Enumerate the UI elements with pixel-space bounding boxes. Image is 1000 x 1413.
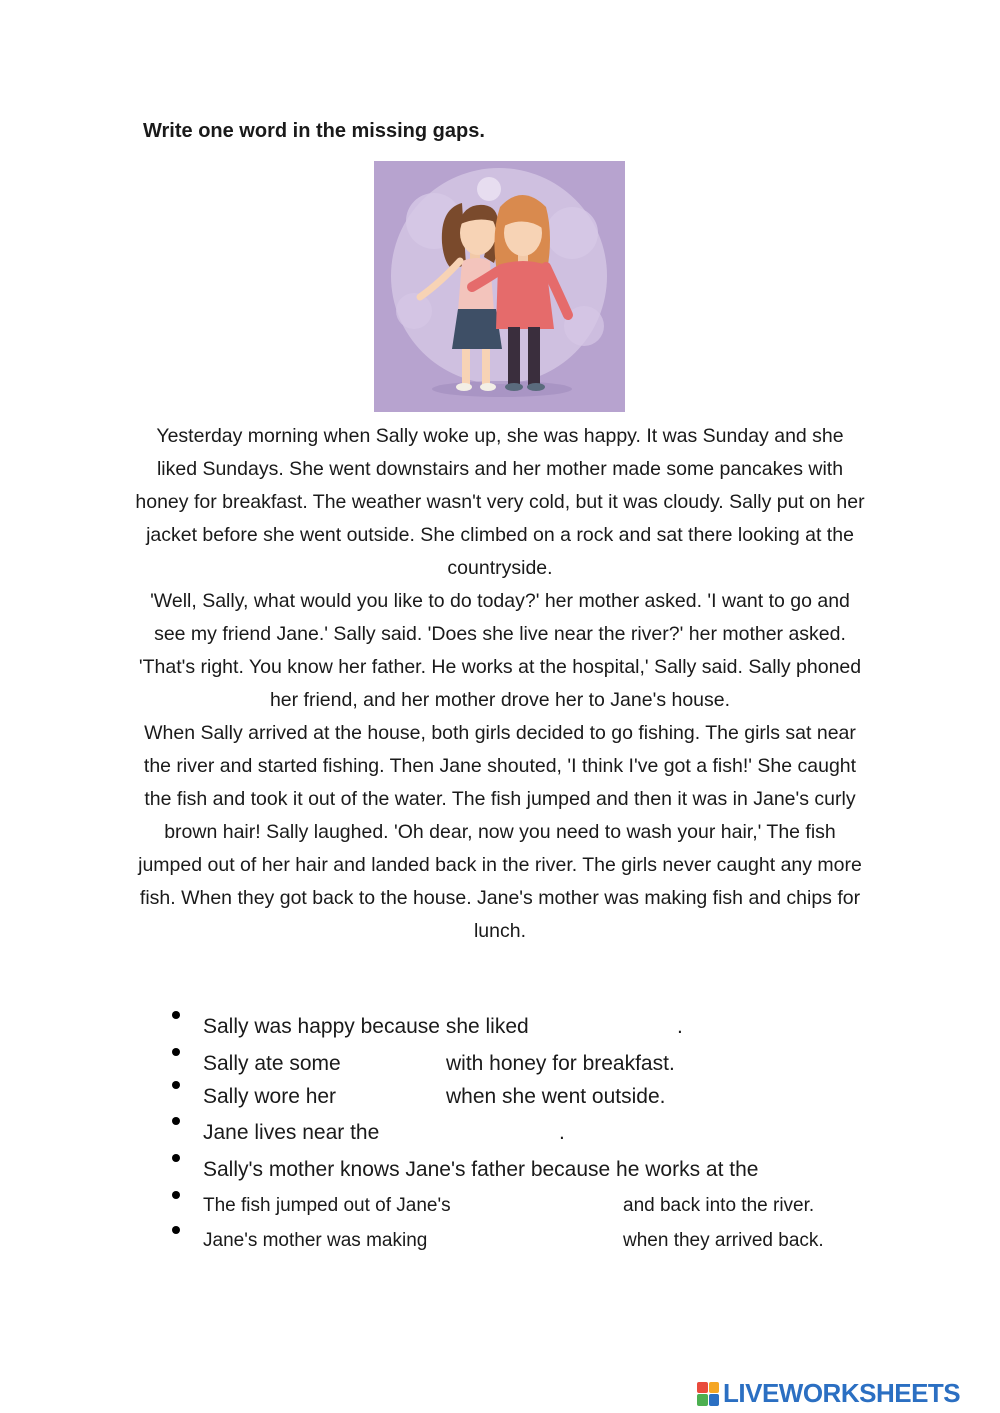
worksheet-instruction: Write one word in the missing gaps. — [143, 120, 485, 142]
question-text: Jane lives near the — [203, 1121, 380, 1144]
logo-square-green — [697, 1394, 708, 1406]
bullet-icon — [172, 1226, 180, 1234]
reading-passage — [135, 420, 865, 948]
logo-text: LIVEWORKSHEETS — [723, 1378, 961, 1408]
bullet-icon — [172, 1154, 180, 1162]
logo-mark-icon — [697, 1382, 719, 1406]
two-girls-friends-illustration-icon — [374, 161, 625, 412]
question-text: Sally was happy because she liked — [203, 1015, 529, 1038]
passage-paragraph: When Sally arrived at the house, both girls decided to go fishing. The girls sat near the river and started fishing. Then Jane shouted, 'I think I've got a fish!' She caught the fish and took it out of the water. The fish jumped and then it was in Jane's curly brown hair! Sally laughed. 'Oh dear, now you need to wash your hair,' The fish jumped out of her hair and landed back in the river. The girls never caught any more fish. When they got back to the house. Jane's mother was making fish and chips for lunch. — [138, 722, 862, 942]
liveworksheets-logo[interactable] — [697, 1378, 960, 1409]
passage-paragraph: Yesterday morning when Sally woke up, she was happy. It was Sunday and she liked Sundays. She went downstairs and her mother made some pancakes with honey for breakfast. The weather wasn't very cold, but it was cloudy. Sally put on her jacket before she went outside. She climbed on a rock and sat there looking at the countryside. — [135, 425, 865, 579]
answer-gap-input[interactable] — [552, 1013, 678, 1043]
question-text-after: . — [559, 1121, 565, 1144]
question-text-after: with honey for breakfast. — [446, 1052, 675, 1075]
logo-square-blue — [709, 1394, 720, 1406]
question-text: Sally's mother knows Jane's father because he works at the — [203, 1158, 759, 1181]
answer-gap-input[interactable] — [490, 1193, 622, 1223]
bullet-icon — [172, 1081, 180, 1089]
question-text-after: . — [677, 1015, 683, 1038]
question-text-after: when they arrived back. — [623, 1230, 824, 1251]
answer-gap-input[interactable] — [462, 1228, 622, 1258]
question-text: The fish jumped out of Jane's — [203, 1195, 451, 1216]
question-text: Jane's mother was making — [203, 1230, 428, 1251]
question-text: Sally wore her — [203, 1085, 337, 1108]
two-girls-illustration — [374, 161, 625, 412]
bullet-icon — [172, 1191, 180, 1199]
question-text-after: and back into the river. — [623, 1195, 815, 1216]
answer-gap-input[interactable] — [400, 1119, 559, 1149]
logo-square-orange — [709, 1382, 720, 1394]
logo-square-red — [697, 1382, 708, 1394]
answer-gap-input[interactable] — [355, 1083, 447, 1113]
question-text: Sally ate some — [203, 1052, 341, 1075]
answer-gap-input[interactable] — [355, 1050, 447, 1080]
passage-paragraph: 'Well, Sally, what would you like to do today?' her mother asked. 'I want to go and see my friend Jane.' Sally said. 'Does she live near the river?' her mother asked. 'That's right. You know her father. He works at the hospital,' Sally said. Sally phoned her friend, and her mother drove her to Jane's house. — [138, 590, 862, 711]
bullet-icon — [172, 1011, 180, 1019]
question-text-after: when she went outside. — [446, 1085, 666, 1108]
bullet-icon — [172, 1117, 180, 1125]
bullet-icon — [172, 1048, 180, 1056]
